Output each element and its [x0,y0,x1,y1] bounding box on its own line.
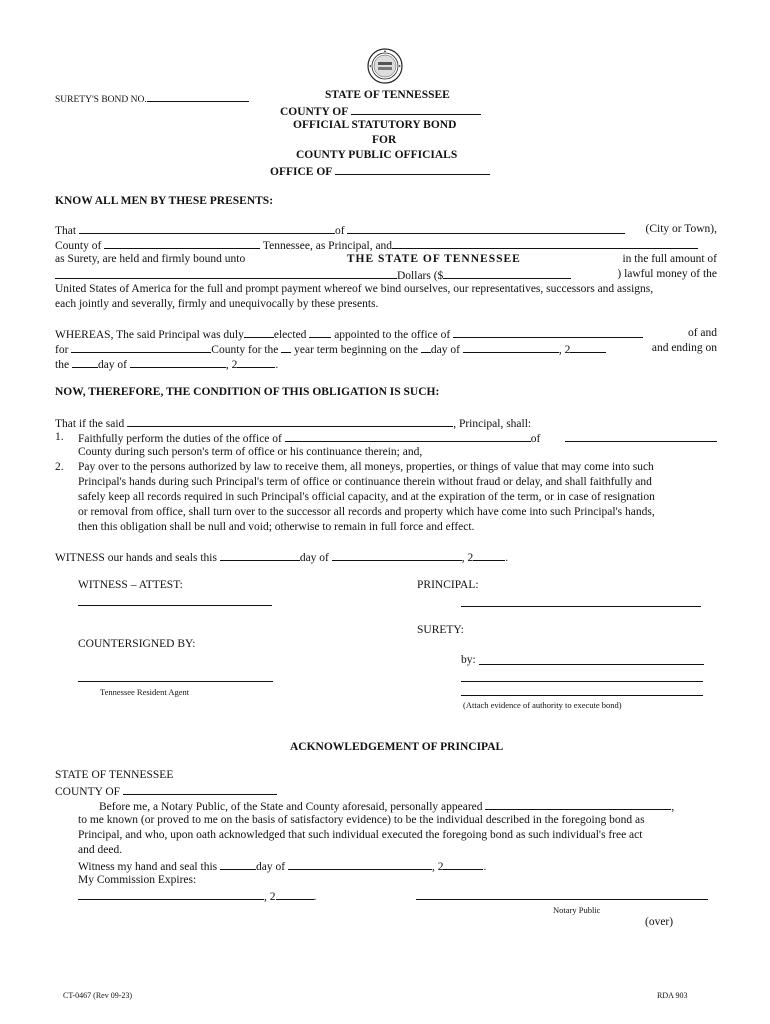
witness-day-field[interactable] [220,549,300,561]
end-year-label: , 2 [225,359,238,371]
header-county-field[interactable] [351,103,481,115]
ack-line2: to me known (or proved to me on the basis of satisfactory evidence) to be the individual described in the foregoing bond as [78,814,645,826]
principal-signature-line[interactable] [461,606,701,607]
surety-extra-line-1[interactable] [461,681,703,682]
commission-year-label: , 2 [264,891,276,903]
of-label: of [334,225,345,237]
as-principal-label: Tennessee, as Principal, and [262,240,393,252]
witness-year-field[interactable] [473,549,505,561]
header-title2: FOR [372,134,397,146]
elected-check-field[interactable] [244,326,274,338]
county-of-label: County of [55,240,102,252]
item2-line1: Pay over to the persons authorized by law to receive them, all moneys, properties, or things of value that may come into such [78,461,654,473]
countersigned-label: COUNTERSIGNED BY: [78,638,196,650]
notary-signature-line[interactable] [416,899,708,900]
surety-bond-no-label: SURETY'S BOND NO. [55,95,147,105]
surety-bond-no [55,90,249,108]
ack-year-label: , 2 [431,861,444,873]
commission-date-field[interactable] [78,888,264,900]
ack-line4: and deed. [78,844,123,856]
tennessee-state-seal-icon [367,48,403,84]
principal-name-field[interactable] [79,222,335,234]
office-name-field[interactable] [453,326,643,338]
ack-line3: Principal, and who, upon oath acknowledged that such individual executed the foregoing bond as such individual's free act [78,829,643,841]
elected-label: elected [273,329,307,341]
form-number: CT-0467 (Rev 09-23) [63,991,133,1000]
surety-by-label: by: [461,654,476,666]
commission-year-field[interactable] [276,888,314,900]
ack-county-label: COUNTY OF [55,786,121,798]
ack-appeared-field[interactable] [485,798,671,810]
end-year-field[interactable] [237,356,275,368]
witness-label: WITNESS our hands and seals this [55,552,217,564]
end-day-of-label: day of [97,359,127,371]
rda-number: RDA 903 [657,991,688,1000]
ack-year-field[interactable] [443,858,483,870]
ack-month-field[interactable] [288,858,432,870]
lawful-money-label: ) lawful money of the [617,268,717,280]
agent-signature-line[interactable] [78,681,273,682]
attach-evidence-label: (Attach evidence of authority to execute bond) [463,700,622,710]
ack-state: STATE OF TENNESSEE [55,769,174,781]
over-label: (over) [645,916,674,928]
know-heading: KNOW ALL MEN BY THESE PRESENTS: [55,195,274,207]
know-p2: each jointly and severally, firmly and unequivocally by these presents. [55,298,379,310]
whereas-label: WHEREAS, The said Principal was duly [55,329,244,341]
whereas-line3 [55,356,717,373]
resident-agent-label: Tennessee Resident Agent [100,687,190,697]
item2-line5: then this obligation shall be null and void; otherwise to remain in full force and effect. [78,521,475,533]
item2-line2: Principal's hands during such Principal's term of office or continuance therein without fraud or delay, and shall faithfully and [78,476,652,488]
item1-line2: County during such person's term of office or his continuance therein; and, [78,446,423,458]
if-said-label: That if the said [55,418,125,430]
city-label: (City or Town), [645,223,717,235]
full-amount-label: in the full amount of [622,253,717,265]
surety-bond-no-field[interactable] [147,90,249,102]
as-surety-label: as Surety, are held and firmly bound unto [55,253,246,265]
principal-label: PRINCIPAL: [417,579,479,591]
end-day-field[interactable] [72,356,98,368]
end-period: . [275,359,279,371]
begin-day-field[interactable] [421,341,431,353]
witness-line [55,549,508,566]
amount-numeric-field[interactable] [443,267,571,279]
for-label: for [55,344,69,356]
witness-attest-label: WITNESS – ATTEST: [78,579,183,591]
begin-year-label: , 2 [558,344,571,356]
notary-public-label: Notary Public [553,905,601,915]
header-county-label: COUNTY OF [280,106,348,118]
duties-office-field[interactable] [285,430,531,442]
header-state: STATE OF TENNESSEE [325,89,450,101]
end-month-field[interactable] [130,356,226,368]
surety-label: SURETY: [417,624,464,636]
ack-county-field[interactable] [123,783,277,795]
ack-heading: ACKNOWLEDGEMENT OF PRINCIPAL [290,741,504,753]
the-label: the [55,359,70,371]
item2-number: 2. [55,461,64,473]
state-of-tennessee-bold: THE STATE OF TENNESSEE [346,253,521,265]
witness-attest-signature-line[interactable] [78,605,272,606]
item2-line4: or removal from office, shall turn over to the successor all records and property which have come into such Principal's hands, [78,506,655,518]
begin-day-of-label: day of [430,344,460,356]
surety-signature-line[interactable] [479,664,704,665]
duties-county-field[interactable] [565,430,717,442]
ending-on-label: and ending on [651,342,717,354]
header-title3: COUNTY PUBLIC OFFICIALS [296,149,458,161]
ack-comma: , [671,801,675,813]
ack-day-field[interactable] [220,858,256,870]
surety-name-field[interactable] [392,237,698,249]
witness-year-label: , 2 [461,552,474,564]
condition-heading: NOW, THEREFORE, THE CONDITION OF THIS OBLIGATION IS SUCH: [55,386,440,398]
principal-shall-label: , Principal, shall: [453,418,532,430]
condition-principal-field[interactable] [127,415,453,427]
header-office-field[interactable] [335,163,490,175]
perform-duties-label: Faithfully perform the duties of the office of [78,433,282,445]
duties-of-label: of [530,433,541,445]
appointed-check-field[interactable] [309,326,331,338]
term-beginning-label: year term beginning on the [294,344,419,356]
item2-line3: safely keep all records required in such Principal's official capacity, and at the expiration of the term, or in case of resignation [78,491,655,503]
begin-year-field[interactable] [570,341,606,353]
header-title1: OFFICIAL STATUTORY BOND [293,119,457,131]
surety-extra-line-2[interactable] [461,695,703,696]
amount-words-field[interactable] [55,267,397,279]
ack-period: . [483,861,487,873]
term-years-field[interactable] [281,341,291,353]
ack-expiry-line [78,888,316,905]
principal-county-field[interactable] [104,237,260,249]
know-line3 [55,252,717,267]
ack-day-of-label: day of [256,861,286,873]
that-label: That [55,225,77,237]
whereas-county-field[interactable] [71,341,211,353]
witness-month-field[interactable] [332,549,462,561]
principal-city-field[interactable] [347,222,625,234]
know-p1: United States of America for the full and prompt payment whereof we bind ourselves, our representatives, successors and assigns, [55,283,654,295]
header-office-label: OFFICE OF [270,166,332,178]
appointed-label: appointed to the office of [334,329,451,341]
commission-period: . [313,891,317,903]
county-for-label: County for the [211,344,279,356]
ack-commission: My Commission Expires: [78,874,197,886]
ack-witness-label: Witness my hand and seal this [78,861,218,873]
dollars-label: Dollars ($ [397,270,444,282]
witness-day-of-label: day of [299,552,329,564]
begin-month-field[interactable] [463,341,559,353]
ack-before-me-label: Before me, a Notary Public, of the State and County aforesaid, personally appeared [99,801,483,813]
of-and-label: of and [687,327,717,339]
item1-number: 1. [55,431,64,443]
header-office [270,163,490,180]
witness-period: . [505,552,509,564]
